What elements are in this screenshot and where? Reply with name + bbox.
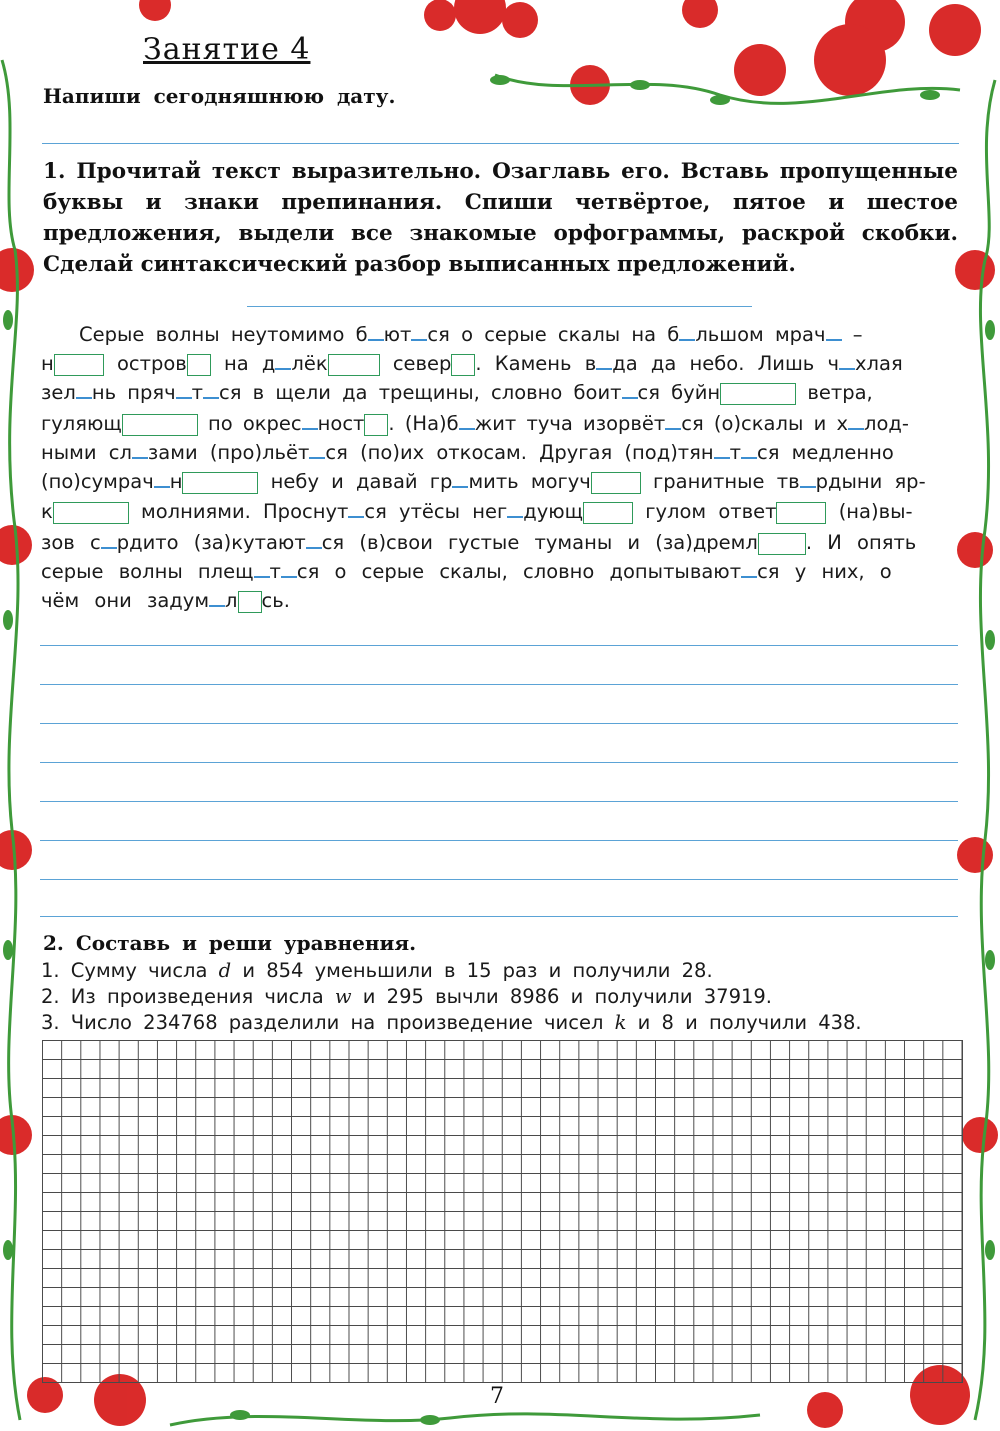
- letter-gap[interactable]: [132, 439, 148, 459]
- letter-gap[interactable]: [275, 350, 291, 370]
- letter-gap[interactable]: [348, 498, 364, 518]
- equation-item: 3. Число 234768 разделили на произведение чисел k и 8 и получили 438.: [41, 1011, 862, 1034]
- answer-box[interactable]: [122, 414, 198, 436]
- date-prompt: Напиши сегодняшнюю дату.: [43, 84, 396, 108]
- text-line-1: Серые волны неутомимо б ют ся о серые скалы на б льшом мрач –: [79, 323, 863, 346]
- answer-box[interactable]: [591, 472, 641, 494]
- text-line-8: зов с рдито (за)кутают ся (в)свои густые туманы и (за)дремл . И опять: [41, 531, 917, 554]
- letter-gap[interactable]: [176, 379, 192, 399]
- letter-gap[interactable]: [665, 410, 681, 430]
- letter-gap[interactable]: [411, 321, 427, 341]
- letter-gap[interactable]: [368, 321, 384, 341]
- text-line-7: к молниями. Проснут ся утёсы нег дующ гулом ответ (на)вы-: [41, 500, 913, 523]
- letter-gap[interactable]: [309, 439, 325, 459]
- letter-gap[interactable]: [507, 498, 523, 518]
- letter-gap[interactable]: [281, 558, 297, 578]
- writing-line[interactable]: [40, 801, 958, 802]
- answer-box[interactable]: [776, 502, 826, 524]
- answer-box[interactable]: [182, 472, 258, 494]
- text-line-5: ными сл зами (про)льёт ся (по)их откосам. Другая (под)тян т ся медленно: [41, 441, 894, 464]
- letter-gap[interactable]: [76, 379, 92, 399]
- letter-gap[interactable]: [622, 379, 638, 399]
- letter-gap[interactable]: [679, 321, 695, 341]
- writing-line[interactable]: [40, 916, 958, 917]
- letter-gap[interactable]: [306, 529, 322, 549]
- letter-gap[interactable]: [741, 439, 757, 459]
- writing-line[interactable]: [40, 645, 958, 646]
- writing-line[interactable]: [40, 723, 958, 724]
- letter-gap[interactable]: [741, 558, 757, 578]
- writing-line[interactable]: [40, 879, 958, 880]
- letter-gap[interactable]: [302, 410, 318, 430]
- answer-box[interactable]: [758, 533, 806, 555]
- text-line-2: н остров на д лёк север . Камень в да да небо. Лишь ч хлая: [41, 352, 903, 375]
- answer-box[interactable]: [328, 354, 380, 376]
- writing-line[interactable]: [40, 684, 958, 685]
- letter-gap[interactable]: [101, 529, 117, 549]
- equation-item: 2. Из произведения числа w и 295 вычли 8986 и получили 37919.: [41, 985, 772, 1008]
- writing-line[interactable]: [40, 840, 958, 841]
- text-line-3: зел нь пряч т ся в щели да трещины, словно боит ся буйн ветра,: [41, 381, 873, 404]
- answer-box[interactable]: [364, 414, 388, 436]
- letter-gap[interactable]: [714, 439, 730, 459]
- text-line-10: чём они задум л сь.: [41, 589, 290, 612]
- answer-box[interactable]: [187, 354, 211, 376]
- letter-gap[interactable]: [452, 468, 468, 488]
- letter-gap[interactable]: [596, 350, 612, 370]
- letter-gap[interactable]: [154, 468, 170, 488]
- letter-gap[interactable]: [826, 321, 842, 341]
- text-line-6: (по)сумрач н небу и давай гр мить могуч гранитные тв рдыни яр-: [41, 470, 926, 493]
- equation-item: 1. Сумму числа d и 854 уменьшили в 15 раз и получили 28.: [41, 959, 713, 982]
- graph-paper-area[interactable]: [42, 1040, 963, 1383]
- task2-heading: 2. Составь и реши уравнения.: [43, 931, 417, 955]
- letter-gap[interactable]: [209, 587, 225, 607]
- letter-gap[interactable]: [800, 468, 816, 488]
- letter-gap[interactable]: [839, 350, 855, 370]
- text-line-4: гуляющ по окрес ност . (На)б жит туча изорвёт ся (о)скалы и х лод-: [41, 412, 909, 435]
- task1-instructions: 1. Прочитай текст выразительно. Озаглавь его. Вставь пропущенные буквы и знаки препинания. Спиши четвёртое, пятое и шестое предложения, выдели все знакомые орфограммы, раскрой скобки. Сделай синтаксический разбор выписанных предложений.: [43, 159, 958, 277]
- answer-box[interactable]: [238, 591, 262, 613]
- title-answer-line[interactable]: [247, 306, 752, 307]
- writing-line[interactable]: [40, 762, 958, 763]
- letter-gap[interactable]: [203, 379, 219, 399]
- text-line-9: серые волны плещ т ся о серые скалы, словно допытывают ся у них, о: [41, 560, 892, 583]
- answer-box[interactable]: [720, 383, 796, 405]
- date-answer-line[interactable]: [42, 143, 959, 144]
- letter-gap[interactable]: [848, 410, 864, 430]
- answer-box[interactable]: [451, 354, 475, 376]
- letter-gap[interactable]: [254, 558, 270, 578]
- lesson-title: Занятие 4: [143, 32, 311, 67]
- answer-box[interactable]: [53, 502, 129, 524]
- letter-gap[interactable]: [459, 410, 475, 430]
- page-number: 7: [490, 1384, 504, 1409]
- answer-box[interactable]: [54, 354, 104, 376]
- answer-box[interactable]: [583, 502, 633, 524]
